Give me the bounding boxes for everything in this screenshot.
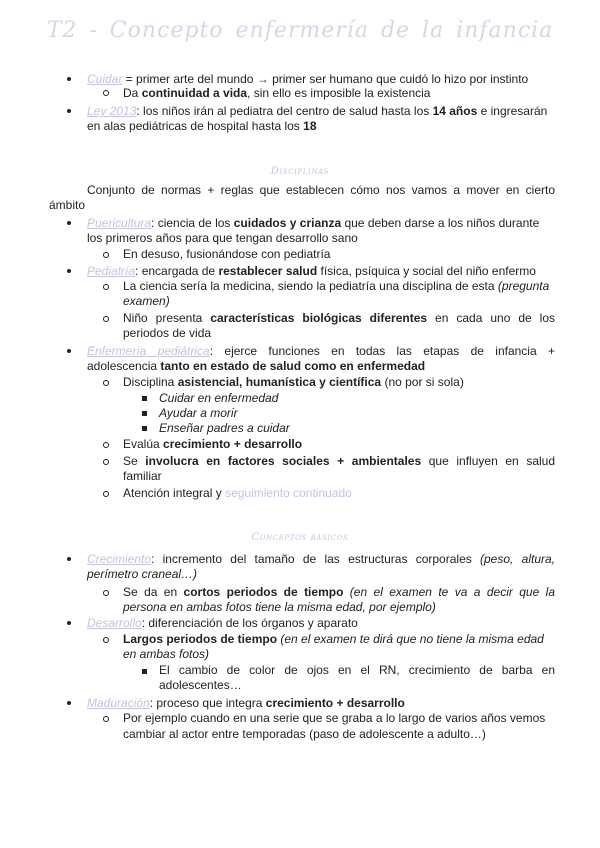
- paragraph-continuation: ámbito: [49, 198, 86, 212]
- list-item: Niño presenta características biológicas diferentes en cada uno de los: [123, 311, 555, 325]
- list-item-continuation: adolescencia tanto en estado de salud como en enfermedad: [87, 359, 426, 373]
- list-item: Cuidar en enfermedad: [159, 391, 279, 405]
- keyword: Enfermería pediátrica: [87, 344, 210, 358]
- list-item: La ciencia sería la medicina, siendo la pediatría una disciplina de esta (pregunta: [123, 279, 550, 293]
- list-item: Crecimiento: incremento del tamaño de las estructuras corporales (peso, altura,: [87, 552, 555, 566]
- paragraph: Conjunto de normas + reglas que establecen cómo nos vamos a mover en cierto: [87, 183, 555, 197]
- list-item-continuation: periodos de vida: [123, 326, 212, 340]
- list-item: Desarrollo: diferenciación de los órganos y aparato: [87, 616, 358, 630]
- list-item: Evalúa crecimiento + desarrollo: [123, 437, 303, 451]
- keyword: Maduración: [87, 696, 150, 710]
- list-item: Pediatría: encargada de restablecer salud física, psíquica y social del niño enfermo: [87, 264, 536, 278]
- list-item: Se da en cortos periodos de tiempo (en el examen te va a decir que la: [123, 585, 556, 599]
- circle-bullet-icon: [103, 90, 109, 96]
- list-item: Disciplina asistencial, humanística y científica (no por si sola): [123, 375, 464, 389]
- keyword: Pediatría: [87, 264, 136, 278]
- list-item-continuation: examen): [123, 294, 170, 308]
- list-item: En desuso, fusionándose con pediatría: [123, 247, 331, 261]
- list-item-continuation: persona en ambas fotos tiene la misma edad, por ejemplo): [123, 600, 436, 614]
- square-bullet-icon: [142, 396, 147, 401]
- list-item-continuation: adolescentes…: [159, 678, 242, 692]
- list-item: Atención integral y seguimiento continuado: [123, 486, 352, 500]
- list-item-continuation: cambiar al actor entre temporadas (paso de adolescente a adulto…): [123, 727, 486, 741]
- list-item-continuation: familiar: [123, 469, 162, 483]
- list-item: Da continuidad a vida, sin ello es imposible la existencia: [123, 86, 431, 100]
- list-item: Ley 2013: los niños irán al pediatra del centro de salud hasta los 14 años e ingresarán: [87, 104, 548, 118]
- bullet-icon: [67, 77, 71, 81]
- list-item-continuation: en alas pediátricas de hospital hasta los 18: [87, 119, 317, 133]
- list-item: Cuidar = primer arte del mundo → primer ser humano que cuidó lo hizo por instinto: [87, 72, 529, 86]
- keyword: Crecimiento: [87, 552, 152, 566]
- circle-bullet-icon: [103, 459, 109, 465]
- bullet-icon: [67, 349, 71, 353]
- bullet-icon: [67, 269, 71, 273]
- bullet-icon: [67, 557, 71, 561]
- list-item-continuation: en ambas fotos): [123, 647, 210, 661]
- keyword: Cuidar: [87, 72, 123, 86]
- list-item: Por ejemplo cuando en una serie que se graba a lo largo de varios años vemos: [123, 711, 546, 725]
- list-item: Ayudar a morir: [159, 406, 238, 420]
- list-item: El cambio de color de ojos en el RN, crecimiento de barba en: [159, 663, 555, 677]
- list-item: Enfermería pediátrica: ejerce funciones en todas las etapas de infancia +: [87, 344, 555, 358]
- keyword: Ley 2013: [87, 104, 137, 118]
- list-item: Puericultura: ciencia de los cuidados y crianza que deben darse a los niños durante: [87, 216, 540, 230]
- bullet-icon: [67, 109, 71, 113]
- bullet-icon: [67, 621, 71, 625]
- circle-bullet-icon: [103, 442, 109, 448]
- square-bullet-icon: [142, 426, 147, 431]
- circle-bullet-icon: [103, 590, 109, 596]
- circle-bullet-icon: [103, 380, 109, 386]
- bullet-icon: [67, 701, 71, 705]
- circle-bullet-icon: [103, 252, 109, 258]
- page-title: T2 - Concepto enfermería de la infancia: [46, 18, 554, 43]
- circle-bullet-icon: [103, 491, 109, 497]
- section-heading-disciplinas: Disciplinas: [270, 166, 330, 177]
- list-item: Largos periodos de tiempo (en el examen te dirá que no tiene la misma edad: [123, 632, 544, 646]
- circle-bullet-icon: [103, 637, 109, 643]
- list-item: Maduración: proceso que integra crecimiento + desarrollo: [87, 696, 405, 710]
- bullet-icon: [67, 221, 71, 225]
- keyword: Puericultura: [87, 216, 152, 230]
- list-item: Enseñar padres a cuidar: [159, 421, 290, 435]
- circle-bullet-icon: [103, 716, 109, 722]
- section-heading-conceptos: Conceptos básicos: [251, 532, 349, 543]
- keyword: Desarrollo: [87, 616, 142, 630]
- square-bullet-icon: [142, 411, 147, 416]
- list-item: Se involucra en factores sociales + ambientales que influyen en salud: [123, 454, 556, 468]
- square-bullet-icon: [142, 669, 147, 674]
- list-item-continuation: perímetro craneal…): [87, 567, 198, 581]
- circle-bullet-icon: [103, 284, 109, 290]
- circle-bullet-icon: [103, 316, 109, 322]
- list-item-continuation: los primeros años para que tengan desarrollo sano: [87, 231, 358, 245]
